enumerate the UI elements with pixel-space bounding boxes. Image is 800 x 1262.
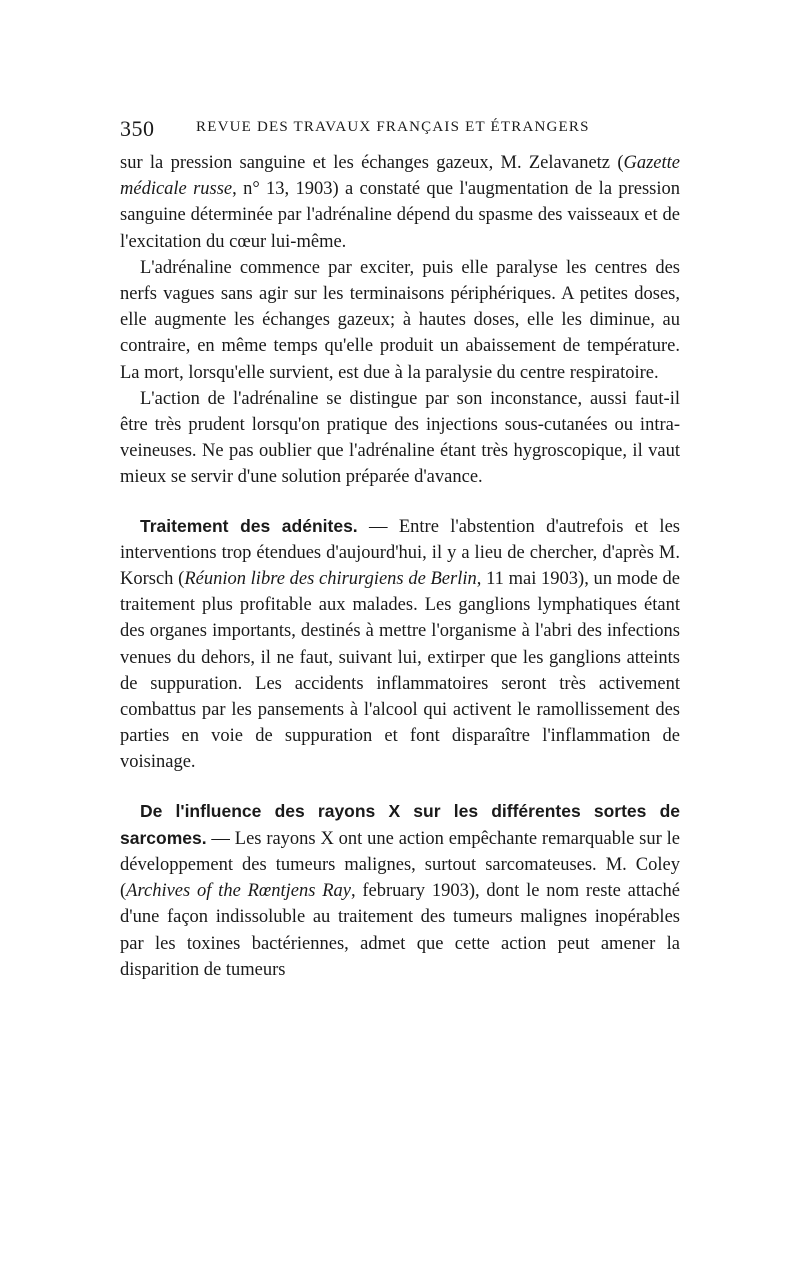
section-spacer	[120, 776, 680, 798]
section-adenites-text-a: — Entre l'abstention d'autrefois et les interventions trop étendues d'aujourd'hui, il y a lieu de chercher, d'après M. Korsch (	[120, 516, 680, 590]
section-rayons-x-text-a: — Les rayons X ont une action empêchante remarquable sur le développement des tumeurs malignes, surtout sarcomateuses. M. Coley (	[120, 828, 680, 902]
paragraph-1-text-a: sur la pression sanguine et les échanges gazeux, M. Zelavanetz (	[120, 153, 624, 173]
page-body	[120, 150, 680, 983]
page-header	[120, 110, 680, 144]
journal-title-reunion: Réunion libre des chirurgiens de Berlin	[184, 569, 477, 590]
journal-title-gazette: Gazette médicale russe	[120, 153, 680, 200]
section-adenites-text-b: , 11 mai 1903), un mode de traitement plus profitable aux malades. Les ganglions lymphatiques étant des organes importants, destinés à mettre l'organisme à l'abri des infections venues du dehors, il ne faut, suivant lui, extirper que les ganglions atteints de suppuration. Les accidents inflammatoires seront très activement combattus par les pansements à l'alcool qui activent le ramollissement des parties en voie de suppuration et font disparaître l'inflammation de voisinage.	[120, 569, 681, 773]
section-heading-adenites: Traitement des adénites.	[140, 515, 358, 536]
paragraph-3: L'action de l'adrénaline se distingue par son inconstance, aussi faut-il être très prudent lorsqu'on pratique des injections sous-cutanées ou intra-veineuses. Ne pas oublier que l'adrénaline étant très hygroscopique, il vaut mieux se servir d'une solution préparée d'avance.	[120, 388, 680, 488]
section-heading-rayons-x: De l'influence des rayons X sur les différentes sortes de sarcomes.	[120, 800, 680, 848]
section-spacer	[120, 491, 680, 513]
page-number: 350	[120, 116, 155, 141]
section-rayons-x	[120, 798, 680, 983]
paragraph-1-text-b: , n° 13, 1903) a constaté que l'augmentation de la pression sanguine déterminée par l'adrénaline dépend du spasme des vaisseaux et de l'excitation du cœur lui-même.	[120, 179, 681, 252]
running-title: REVUE DES TRAVAUX FRANÇAIS ET ÉTRANGERS	[196, 119, 590, 135]
journal-title-archives: Archives of the Rœntjens Ray	[126, 881, 351, 902]
section-rayons-x-text-b: , february 1903), dont le nom reste attaché d'une façon indissoluble au traitement des tumeurs malignes inopérables par les toxines bactériennes, admet que cette action peut amener la disparition de tumeurs	[120, 881, 680, 980]
section-adenites	[120, 513, 680, 776]
paragraph-1	[120, 150, 680, 255]
paragraph-2: L'adrénaline commence par exciter, puis elle paralyse les centres des nerfs vagues sans agir sur les terminaisons périphériques. A petites doses, elle augmente les échanges gazeux; à hautes doses, elle les diminue, au contraire, en même temps qu'elle produit un abaissement de température. La mort, lorsqu'elle survient, est due à la paralysie du centre respiratoire.	[120, 257, 680, 383]
